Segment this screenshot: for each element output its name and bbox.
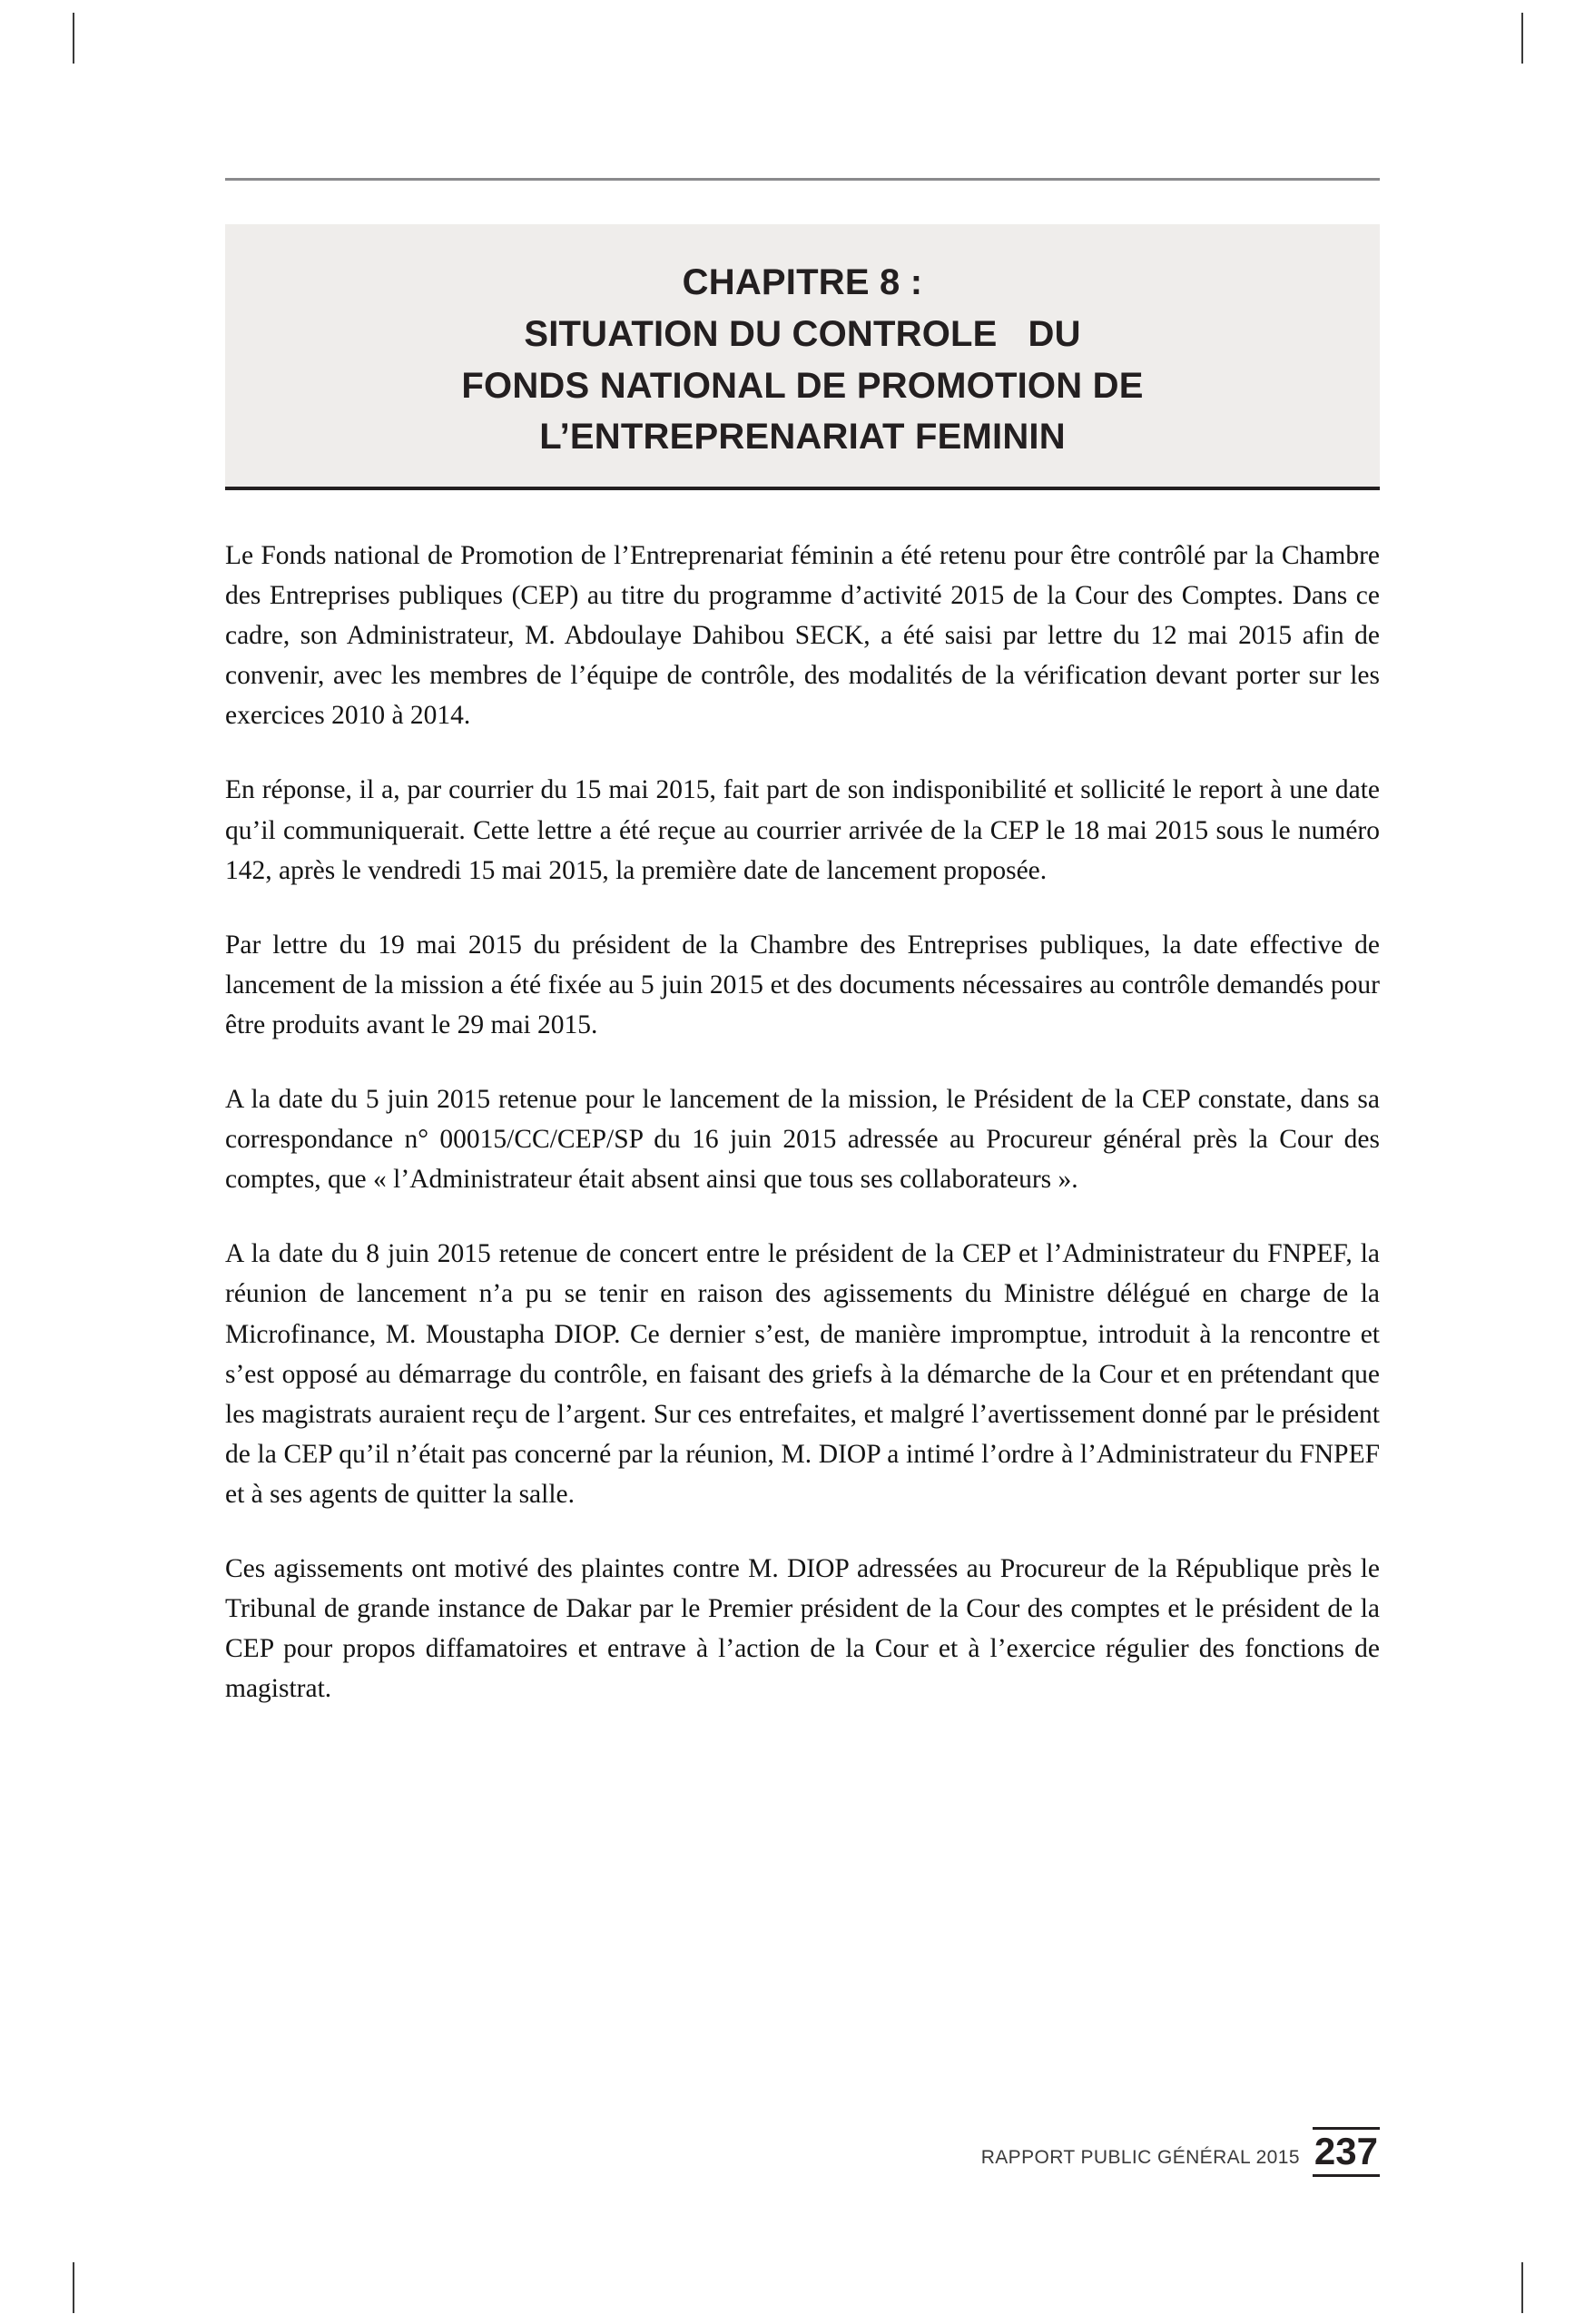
paragraph: A la date du 8 juin 2015 retenue de concert entre le président de la CEP et l’Administrateur du FNPEF, la réunion de lancement n’a pu se tenir en raison des agissements du Ministre délégué en charge de la Microfinance, M. Moustapha DIOP. Ce dernier s’est, de manière impromptue, introduit à la rencontre et s’est opposé au démarrage du contrôle, en faisant des griefs à la démarche de la Cour et en prétendant que les magistrats auraient reçu de l’argent. Sur ces entrefaites, et malgré l’avertissement donné par le président de la CEP qu’il n’était pas concerné par la réunion, M. DIOP a intimé l’ordre à l’Administrateur du FNPEF et à ses agents de quitter la salle.: [225, 1239, 1380, 1509]
paragraph: A la date du 5 juin 2015 retenue pour le lancement de la mission, le Président de la CEP constate, dans sa correspondance n° 00015/CC/CEP/SP du 16 juin 2015 adressée au Procureur général près la Cour des comptes, que « l’Administrateur était absent ainsi que tous ses collaborateurs ».: [225, 1085, 1380, 1195]
chapter-title-line-4: L’ENTREPRENARIAT FEMININ: [539, 417, 1066, 458]
crop-mark-top-left: [73, 13, 74, 64]
chapter-title-line-3: FONDS NATIONAL DE PROMOTION DE: [461, 365, 1144, 406]
crop-mark-bottom-right: [1521, 2262, 1523, 2313]
title-bottom-rule: [225, 487, 1380, 490]
document-page: [225, 0, 1380, 2324]
page-footer: [981, 2127, 1380, 2177]
paragraph: Par lettre du 19 mai 2015 du président de la Chambre des Entreprises publiques, la date effective de lancement de la mission a été fixée au 5 juin 2015 et des documents nécessaires au contrôle demandés pour être produits avant le 29 mai 2015.: [225, 930, 1380, 1039]
paragraph: Le Fonds national de Promotion de l’Entreprenariat féminin a été retenu pour être contrôlé par la Chambre des Entreprises publiques (CEP) au titre du programme d’activité 2015 de la Cour des Comptes. Dans ce cadre, son Administrateur, M. Abdoulaye Dahibou SECK, a été saisi par lettre du 12 mai 2015 afin de convenir, avec les membres de l’équipe de contrôle, des modalités de la vérification devant porter sur les exercices 2010 à 2014.: [225, 541, 1380, 731]
paragraph: En réponse, il a, par courrier du 15 mai 2015, fait part de son indisponibilité et sollicité le report à une date qu’il communiquerait. Cette lettre a été reçue au courrier arrivée de la CEP le 18 mai 2015 sous le numéro 142, après le vendredi 15 mai 2015, la première date de lancement proposée.: [225, 775, 1380, 885]
paragraph: Ces agissements ont motivé des plaintes contre M. DIOP adressées au Procureur de la République près le Tribunal de grande instance de Dakar par le Premier président de la Cour des comptes et le président de la CEP pour propos diffamatoires et entrave à l’action de la Cour et à l’exercice régulier des fonctions de magistrat.: [225, 1553, 1380, 1704]
body-text: [225, 536, 1380, 1709]
title-top-rule: [225, 178, 1380, 181]
crop-mark-top-right: [1521, 13, 1523, 64]
footer-label: RAPPORT PUBLIC GÉNÉRAL 2015: [980, 2147, 1300, 2168]
chapter-title-block: [225, 178, 1380, 490]
chapter-title-line-2: SITUATION DU CONTROLE DU: [524, 313, 1081, 354]
chapter-title-box: [225, 224, 1380, 487]
chapter-title-line-1: CHAPITRE 8 :: [682, 262, 923, 302]
page-number: 237: [1313, 2127, 1380, 2177]
crop-mark-bottom-left: [73, 2262, 74, 2313]
